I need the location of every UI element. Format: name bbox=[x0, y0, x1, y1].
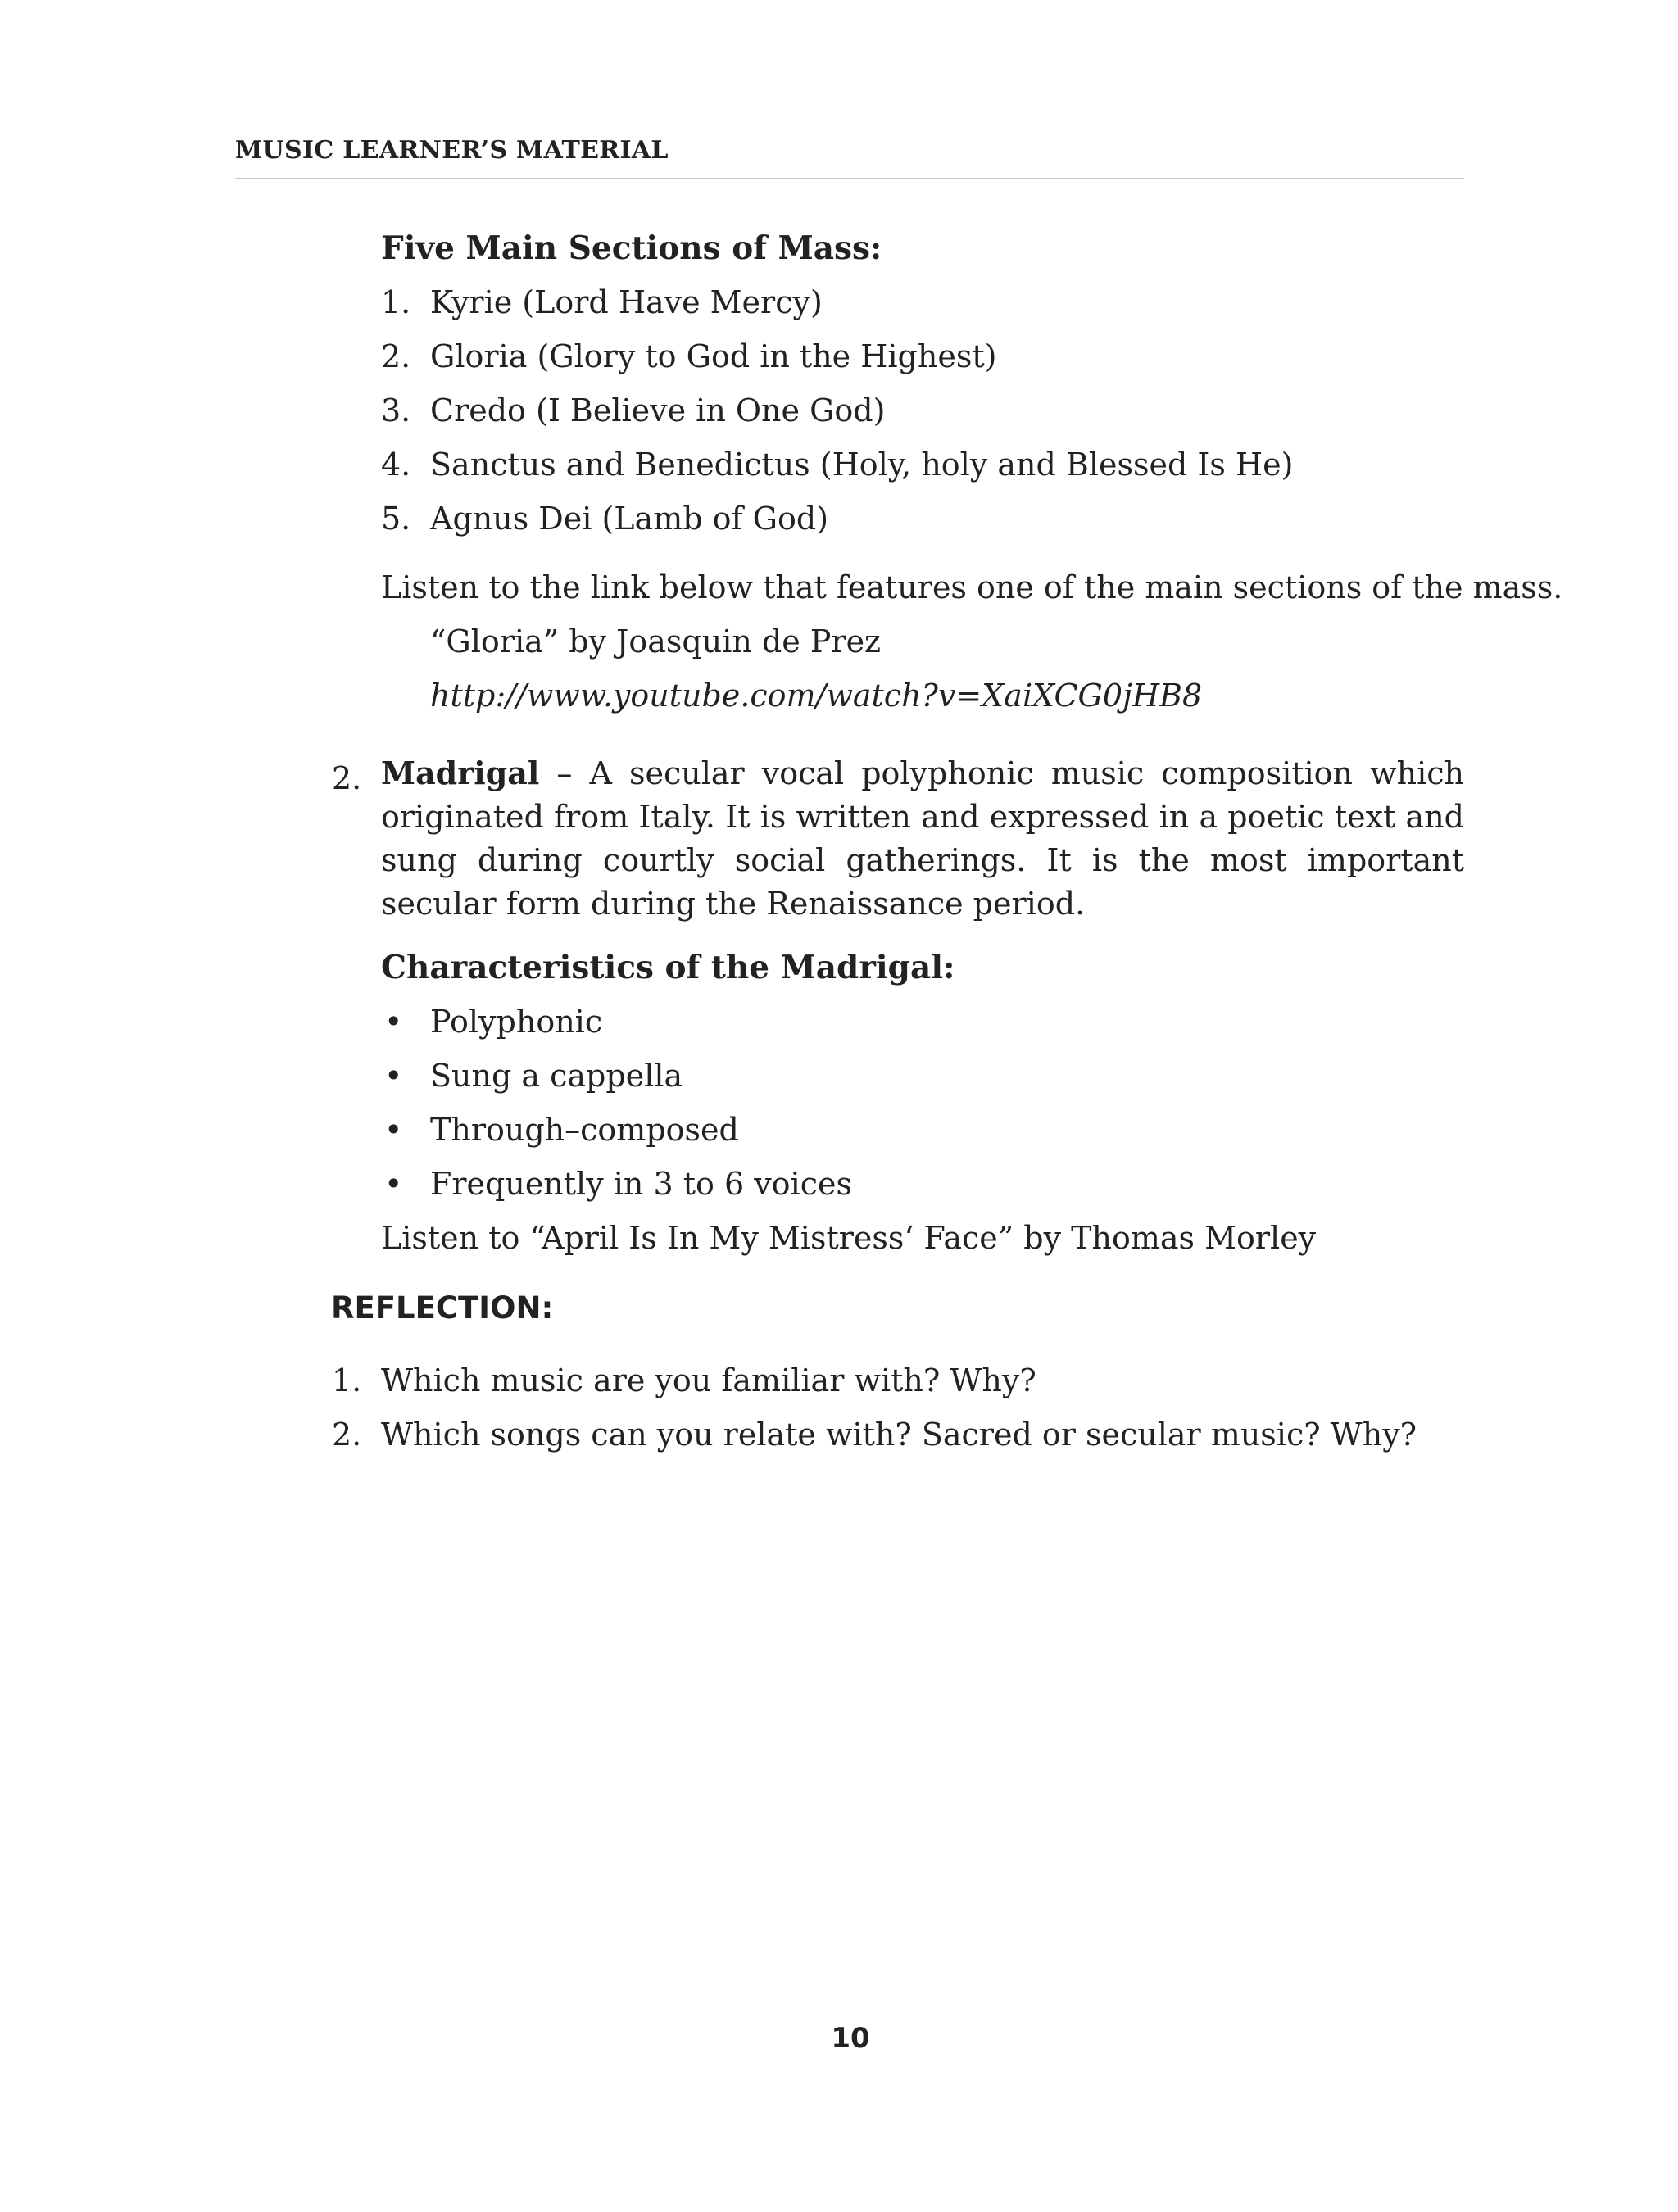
reflection-heading: REFLECTION: bbox=[331, 1290, 554, 1326]
characteristics-heading: Characteristics of the Madrigal: bbox=[381, 949, 955, 986]
list-item-text: Frequently in 3 to 6 voices bbox=[430, 1166, 852, 1202]
list-item-text: Sung a cappella bbox=[430, 1058, 683, 1094]
list-item bbox=[381, 329, 1471, 383]
list-item-text: Which music are you familiar with? Why? bbox=[381, 1362, 1036, 1398]
madrigal-listen-text: Listen to “April Is In My Mistress‘ Face” by Thomas Morley bbox=[381, 1220, 1317, 1256]
mass-sections-block bbox=[381, 221, 1471, 546]
list-item bbox=[381, 1049, 1471, 1103]
bullet-icon: • bbox=[384, 1166, 403, 1202]
list-item bbox=[381, 1157, 1471, 1211]
running-header: MUSIC LEARNER’S MATERIAL bbox=[235, 136, 669, 165]
madrigal-paragraph bbox=[381, 751, 1464, 926]
list-number: 2. bbox=[381, 338, 411, 374]
list-item bbox=[381, 492, 1471, 546]
bullet-icon: • bbox=[384, 1058, 403, 1094]
list-item bbox=[381, 275, 1471, 329]
list-item bbox=[332, 1353, 1471, 1407]
list-number: 3. bbox=[381, 392, 411, 428]
page-number: 10 bbox=[831, 2022, 870, 2055]
list-item bbox=[381, 995, 1471, 1049]
list-item bbox=[381, 437, 1471, 492]
bullet-icon: • bbox=[384, 1112, 403, 1148]
list-item-text: Agnus Dei (Lamb of God) bbox=[430, 501, 829, 537]
list-number: 5. bbox=[381, 501, 411, 537]
madrigal-definition: – A secular vocal polyphonic music composition which originated from Italy. It is written and expressed in a poetic text and sung during courtly social gatherings. It is the most important secular form during the Renaissance period. bbox=[381, 755, 1464, 922]
list-item-text: Gloria (Glory to God in the Highest) bbox=[430, 338, 997, 374]
list-item bbox=[332, 1407, 1471, 1462]
mass-sections-heading: Five Main Sections of Mass: bbox=[381, 229, 882, 267]
list-item bbox=[381, 383, 1471, 437]
list-item-text: Credo (I Believe in One God) bbox=[430, 392, 886, 428]
list-item-text: Kyrie (Lord Have Mercy) bbox=[430, 284, 823, 320]
list-item bbox=[381, 1103, 1471, 1157]
list-item-text: Through–composed bbox=[430, 1112, 739, 1148]
mass-listen-text: Listen to the link below that features one of the main sections of the mass. bbox=[381, 569, 1563, 605]
reflection-questions bbox=[332, 1353, 1471, 1462]
piece-title: “Gloria” by Joasquin de Prez bbox=[430, 623, 882, 660]
list-item-text: Which songs can you relate with? Sacred or secular music? Why? bbox=[381, 1416, 1417, 1453]
list-number: 2. bbox=[332, 1416, 362, 1453]
list-number: 1. bbox=[332, 1362, 362, 1398]
list-item-text: Polyphonic bbox=[430, 1004, 603, 1040]
youtube-link[interactable]: http://www.youtube.com/watch?v=XaiXCG0jHB8 bbox=[430, 678, 1203, 714]
list-number: 1. bbox=[381, 284, 411, 320]
bullet-icon: • bbox=[384, 1004, 403, 1040]
madrigal-number: 2. bbox=[332, 760, 362, 796]
list-item-text: Sanctus and Benedictus (Holy, holy and Blessed Is He) bbox=[430, 446, 1294, 483]
header-divider bbox=[235, 178, 1464, 179]
madrigal-term: Madrigal bbox=[381, 755, 540, 791]
list-number: 4. bbox=[381, 446, 411, 483]
madrigal-characteristics-block bbox=[381, 941, 1471, 1262]
